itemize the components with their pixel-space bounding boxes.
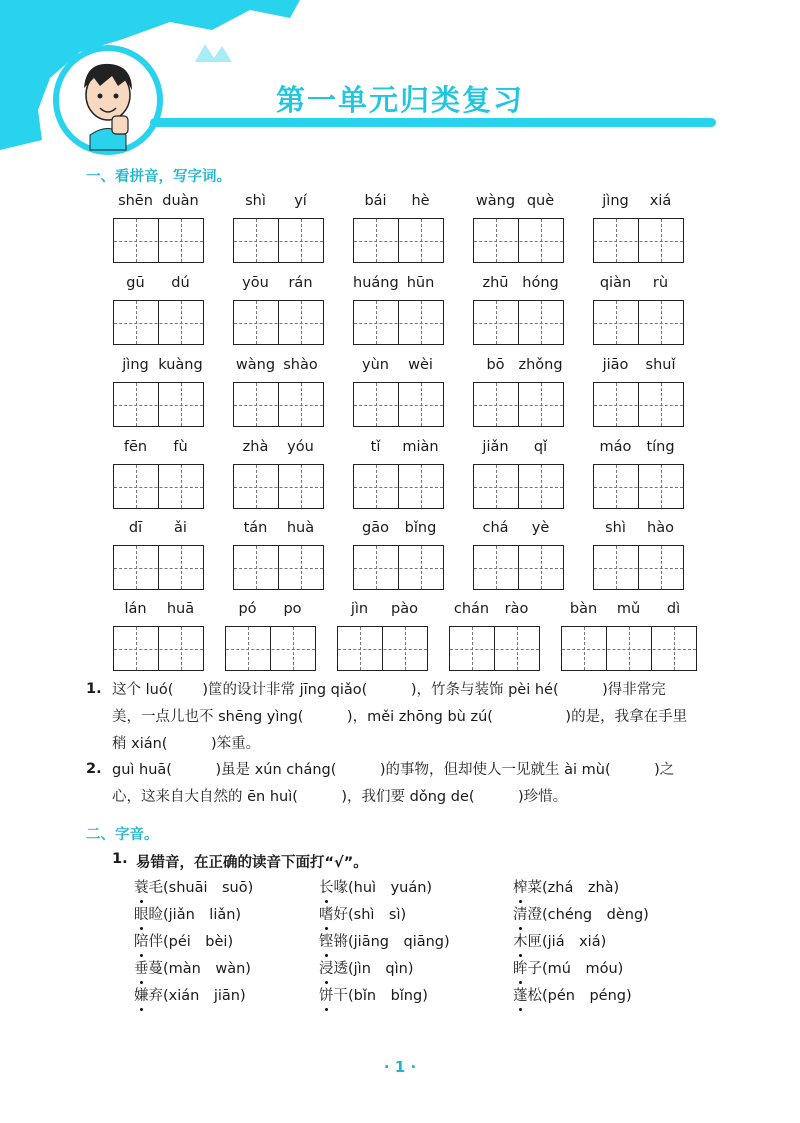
pronunciation-item [134,959,251,979]
pronunciation-item [513,905,649,925]
pronunciation-item [134,932,233,952]
pinyin-syllable: shuǐ [645,357,676,373]
grid-guide-line [338,649,427,650]
pinyin-syllable: miàn [402,439,439,455]
pinyin-syllable: huà [286,520,315,536]
section-2-title: 二、字音。 [86,827,159,843]
section-2-sub-number: 1. [112,851,128,867]
grid-guide-line [474,405,563,406]
writing-grid[interactable] [233,464,324,509]
emphasis-dot [140,981,143,984]
pinyin-syllable: jìng [122,357,149,373]
word-text: 清澄 [513,907,542,923]
grid-guide-line [114,241,203,242]
pronunciation-item [513,986,632,1006]
pronunciation-item [319,959,413,979]
writing-grid[interactable] [233,545,324,590]
bicycle-icon [158,50,186,65]
pinyin-syllable: chá [482,520,509,536]
pinyin-syllable: jiāo [602,357,629,373]
emphasis-dot [325,981,328,984]
writing-grid[interactable] [593,464,684,509]
pinyin-syllable: shēn [118,193,153,209]
pinyin-syllable: tǐ [370,439,381,455]
q1-number: 1. [86,681,102,697]
pronunciation-item [319,878,432,898]
writing-grid[interactable] [353,545,444,590]
grid-guide-line [114,323,203,324]
pinyin-choices[interactable]: (shì sì) [348,907,407,923]
grid-guide-line [234,568,323,569]
grid-guide-line [354,487,443,488]
section-2-sub-title: 易错音，在正确的读音下面打“√”。 [136,855,368,871]
emphasis-dot [325,954,328,957]
writing-grid[interactable] [593,382,684,427]
pinyin-syllable: bàn [569,601,598,617]
grid-guide-line [594,241,683,242]
pinyin-syllable: gāo [362,520,389,536]
writing-grid[interactable] [113,218,204,263]
pinyin-syllable: tán [243,520,268,536]
pinyin-syllable: fēn [123,439,148,455]
grid-guide-line [594,568,683,569]
writing-grid[interactable] [593,300,684,345]
emphasis-dot [519,954,522,957]
pinyin-syllable: hào [647,520,674,536]
grid-guide-line [354,241,443,242]
boy-thumbs-up-icon [84,64,132,150]
grid-guide-line [234,405,323,406]
writing-grid[interactable] [233,300,324,345]
pinyin-choices[interactable]: (jiá xiá) [542,934,607,950]
writing-grid[interactable] [113,545,204,590]
page-title: 第一单元归类复习 [275,83,524,117]
pronunciation-item [319,932,450,952]
pinyin-syllable: kuàng [158,357,203,373]
pinyin-syllable: yóu [287,439,314,455]
pinyin-syllable: pó [238,601,257,617]
pinyin-syllable: rù [652,275,669,291]
pinyin-syllable: dī [128,520,143,536]
pinyin-syllable: pào [391,601,418,617]
word-text: 木匣 [513,934,542,950]
word-text: 嗜好 [319,907,348,923]
grid-guide-line [234,241,323,242]
pinyin-syllable: xiá [649,193,672,209]
word-text: 榨菜 [513,880,542,896]
pinyin-syllable: huáng [353,275,399,291]
emphasis-dot [140,954,143,957]
pinyin-choices[interactable]: (huì yuán) [348,880,433,896]
pinyin-syllable: zhū [482,275,509,291]
pronunciation-item [134,905,241,925]
pinyin-syllable: qiàn [599,275,632,291]
pinyin-syllable: wèi [408,357,433,373]
pronunciation-item [134,878,253,898]
pinyin-syllable: hūn [406,275,435,291]
pinyin-syllable: bǐng [404,520,437,536]
pronunciation-item [319,986,428,1006]
grid-guide-line [114,487,203,488]
pinyin-syllable: hè [411,193,430,209]
emphasis-dot [519,981,522,984]
pinyin-syllable: rào [504,601,529,617]
grid-guide-line [114,649,203,650]
pinyin-syllable: qǐ [533,439,548,455]
pinyin-choices[interactable]: (zhá zhà) [542,880,620,896]
q1-line-2: 美，一点儿也不 shēng yìng( )，měi zhōng bù zú( )的是，我拿在手里 [112,709,688,725]
writing-grid[interactable] [113,464,204,509]
pinyin-syllable: duàn [162,193,199,209]
grid-guide-line [474,568,563,569]
pinyin-choices[interactable]: (shuāi suō) [163,880,254,896]
pinyin-choices[interactable]: (màn wàn) [163,961,251,977]
pinyin-syllable: wàng [475,193,516,209]
pronunciation-item [513,932,606,952]
grid-guide-line [474,323,563,324]
word-text: 饼干 [319,988,348,1004]
word-text: 嫌弃 [134,988,163,1004]
pinyin-syllable: shì [245,193,266,209]
pinyin-choices[interactable]: (bǐn bǐng) [348,988,428,1004]
pinyin-syllable: ǎi [174,520,187,536]
grid-guide-line [114,405,203,406]
pinyin-syllable: yùn [362,357,389,373]
grid-guide-line [594,323,683,324]
pinyin-syllable: bái [364,193,387,209]
pinyin-syllable: yōu [242,275,269,291]
pinyin-choices[interactable]: (pén péng) [542,988,632,1004]
writing-grid[interactable] [449,626,540,671]
writing-grid[interactable] [113,382,204,427]
emphasis-dot [325,927,328,930]
pinyin-choices[interactable]: (jiǎn liǎn) [163,907,242,923]
writing-grid[interactable] [561,626,697,671]
pinyin-choices[interactable]: (péi bèi) [163,934,234,950]
pinyin-syllable: bō [486,357,505,373]
q2-line-1: guì huā( )虽是 xún cháng( )的事物，但却使人一见就生 ài mù( )之 [112,762,675,778]
emphasis-dot [325,900,328,903]
emphasis-dot [519,927,522,930]
pinyin-syllable: què [526,193,555,209]
writing-grid[interactable] [473,464,564,509]
writing-grid[interactable] [473,545,564,590]
word-text: 陪伴 [134,934,163,950]
writing-grid[interactable] [225,626,316,671]
writing-grid[interactable] [353,218,444,263]
pinyin-syllable: mǔ [616,601,641,617]
emphasis-dot [140,927,143,930]
pinyin-syllable: máo [599,439,632,455]
pinyin-syllable: jiǎn [482,439,509,455]
pinyin-syllable: huā [166,601,195,617]
writing-grid[interactable] [233,218,324,263]
writing-grid[interactable] [353,300,444,345]
writing-grid[interactable] [473,218,564,263]
grid-guide-line [354,405,443,406]
writing-grid[interactable] [337,626,428,671]
pinyin-syllable: shì [605,520,626,536]
grid-guide-line [450,649,539,650]
pinyin-syllable: jìn [350,601,369,617]
section-1-title: 一、看拼音，写字词。 [86,169,231,185]
pronunciation-item [134,986,246,1006]
q2-number: 2. [86,761,102,777]
writing-grid[interactable] [353,382,444,427]
writing-grid[interactable] [593,545,684,590]
writing-grid[interactable] [593,218,684,263]
pinyin-syllable: rán [288,275,313,291]
pinyin-syllable: shào [283,357,318,373]
writing-grid[interactable] [473,300,564,345]
pinyin-syllable: fù [173,439,188,455]
page-number: · 1 · [383,1058,417,1076]
pinyin-choices[interactable]: (chéng dèng) [542,907,649,923]
pinyin-choices[interactable]: (mú móu) [542,961,624,977]
emphasis-dot [519,900,522,903]
emphasis-dot [140,900,143,903]
grid-guide-line [114,568,203,569]
word-text: 眼睑 [134,907,163,923]
pinyin-syllable: jìng [602,193,629,209]
pinyin-syllable: dú [171,275,190,291]
pinyin-syllable: tíng [646,439,675,455]
q2-line-2: 心，这来自大自然的 ēn huì( )，我们要 dǒng de( )珍惜。 [112,789,568,805]
pinyin-syllable: gū [126,275,145,291]
pinyin-syllable: zhà [242,439,269,455]
writing-grid[interactable] [473,382,564,427]
word-text: 蓬松 [513,988,542,1004]
grid-guide-line [562,649,696,650]
pinyin-syllable: po [283,601,302,617]
writing-grid[interactable] [353,464,444,509]
grid-guide-line [234,487,323,488]
pinyin-choices[interactable]: (jiāng qiāng) [348,934,450,950]
pinyin-syllable: yí [294,193,307,209]
grid-guide-line [226,649,315,650]
pinyin-syllable: chán [453,601,490,617]
pronunciation-item [319,905,406,925]
pinyin-choices[interactable]: (jìn qìn) [348,961,414,977]
word-text: 垂蔓 [134,961,163,977]
pinyin-syllable: wàng [235,357,276,373]
word-text: 铿锵 [319,934,348,950]
grid-guide-line [594,405,683,406]
word-text: 蓑毛 [134,880,163,896]
q1-line-3: 稍 xián( )笨重。 [112,736,261,752]
emphasis-dot [140,1008,143,1011]
grid-guide-line [594,487,683,488]
pinyin-syllable: lán [124,601,147,617]
word-text: 眸子 [513,961,542,977]
q1-line-1: 这个 luó( )筐的设计非常 jīng qiǎo( )，竹条与装饰 pèi hé( )得非常完 [112,682,666,698]
pinyin-choices[interactable]: (xián jiān) [163,988,246,1004]
word-text: 长喙 [319,880,348,896]
grid-guide-line [474,241,563,242]
writing-grid[interactable] [233,382,324,427]
pinyin-syllable: zhǒng [518,357,563,373]
grid-guide-line [354,568,443,569]
grid-guide-line [474,487,563,488]
emphasis-dot [519,1008,522,1011]
writing-grid[interactable] [113,626,204,671]
pinyin-syllable: dì [666,601,681,617]
pronunciation-item [513,878,619,898]
writing-grid[interactable] [113,300,204,345]
grid-guide-line [354,323,443,324]
word-text: 浸透 [319,961,348,977]
emphasis-dot [325,1008,328,1011]
grid-guide-line [234,323,323,324]
pinyin-syllable: hóng [522,275,559,291]
pinyin-syllable: yè [531,520,550,536]
pronunciation-item [513,959,623,979]
